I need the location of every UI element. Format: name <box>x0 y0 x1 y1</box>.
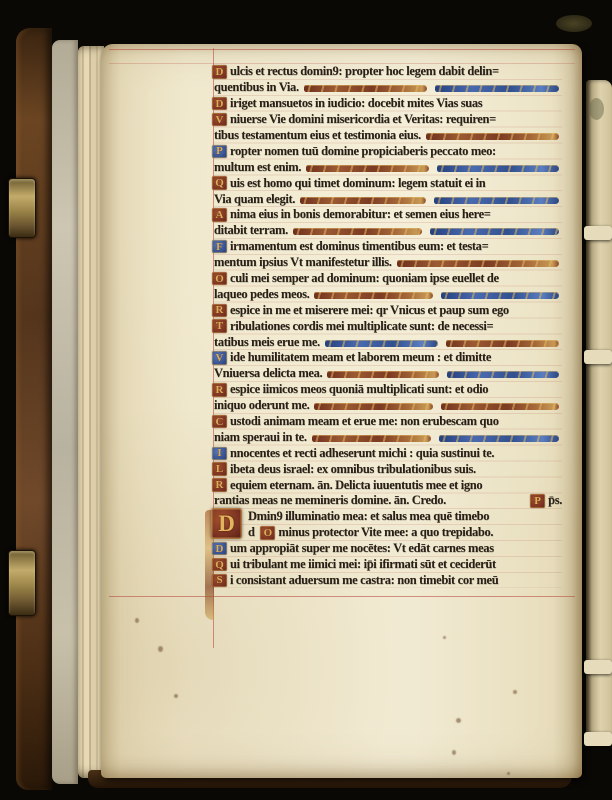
illuminated-initial: V <box>212 351 227 365</box>
text-line <box>214 398 562 414</box>
line-filler-ornament <box>439 435 559 442</box>
illuminated-initial: O <box>260 526 275 540</box>
book-cover-leather-edge <box>16 28 52 790</box>
line-filler-ornament <box>441 403 559 410</box>
line-text: ulcis et rectus domin9: propter hoc legem dabit delin= <box>230 64 499 79</box>
book-clasp-top <box>8 178 36 238</box>
stain <box>443 636 446 639</box>
line-text: ribulationes cordis mei multiplicate sunt: de necessi= <box>230 318 494 333</box>
line-text: mentum ipsius Vt manifestetur illis. <box>214 255 392 270</box>
line-text: ibeta deus israel: ex omnibus tribulationibus suis. <box>230 461 476 476</box>
line-filler-ornament <box>426 133 559 140</box>
line-filler-ornament <box>441 292 559 299</box>
page-edge-tab <box>584 660 612 674</box>
line-text: nnocentes et recti adheserunt michi : quia sustinui te. <box>230 445 495 460</box>
line-text: ropter nomen tuū domine propiciaberis peccato meo: <box>230 143 496 158</box>
illuminated-initial: A <box>212 208 227 222</box>
line-text: quentibus in Via. <box>214 80 299 95</box>
illuminated-initial: D <box>212 65 227 79</box>
line-text: uis est homo qui timet dominum: legem statuit ei in <box>230 175 486 190</box>
line-text: d <box>248 525 258 540</box>
line-filler-ornament <box>435 85 559 92</box>
text-line <box>214 557 562 573</box>
line-filler-ornament <box>293 228 422 235</box>
text-line <box>214 175 562 191</box>
line-text: laqueo pedes meos. <box>214 286 310 301</box>
text-line <box>214 128 562 144</box>
line-text: niam speraui in te. <box>214 429 307 444</box>
debris-speck <box>556 15 592 32</box>
manuscript-page <box>101 44 582 778</box>
illuminated-initial: O <box>212 272 227 286</box>
illuminated-initial: F <box>212 240 227 254</box>
line-filler-ornament <box>314 292 432 299</box>
line-filler-ornament <box>304 85 428 92</box>
line-text: tatibus meis erue me. <box>214 334 320 349</box>
text-line <box>214 239 562 255</box>
illuminated-initial: R <box>212 304 227 318</box>
illuminated-initial: L <box>212 462 227 476</box>
line-text: Dmin9 illuminatio mea: et salus mea quē timebo <box>248 509 490 524</box>
line-filler-ornament <box>300 197 425 204</box>
line-filler-ornament <box>325 340 438 347</box>
illuminated-initial: R <box>212 383 227 397</box>
illuminated-initial: Q <box>212 176 227 190</box>
text-line <box>214 366 562 382</box>
line-text: ustodi animam meam et erue me: non erubescam quo <box>230 414 499 429</box>
line-filler-ornament <box>397 260 559 267</box>
line-text: p̄s. <box>548 493 562 508</box>
text-line <box>214 573 562 589</box>
text-line <box>214 286 562 302</box>
illuminated-initial: Q <box>212 558 227 572</box>
text-line <box>214 445 562 461</box>
line-filler-ornament <box>437 165 559 172</box>
ruling-line-top <box>109 49 575 50</box>
line-filler-ornament <box>312 435 432 442</box>
stain <box>174 694 178 698</box>
line-text: ui tribulant me iimici mei: ip̄i ifirmati sūt et ceciderūt <box>230 557 496 572</box>
stain <box>456 718 461 723</box>
illuminated-initial: D <box>212 97 227 111</box>
page-edge-tab <box>584 226 612 240</box>
text-line <box>214 477 562 493</box>
text-line <box>214 191 562 207</box>
text-line <box>214 382 562 398</box>
line-text: ide humilitatem meam et laborem meum : et dimitte <box>230 350 492 365</box>
line-text: minus protector Vite mee: a quo trepidabo. <box>278 525 494 540</box>
line-text: equiem eternam. ān. Delicta iuuentutis mee et igno <box>230 477 483 492</box>
text-line <box>214 318 562 334</box>
text-line <box>214 334 562 350</box>
line-text: um appropiāt super me nocētes: Vt edāt carnes meas <box>230 541 494 556</box>
text-block <box>214 64 562 588</box>
text-line <box>214 302 562 318</box>
text-line <box>214 509 562 525</box>
line-filler-ornament <box>446 340 559 347</box>
text-line <box>214 414 562 430</box>
illuminated-initial: V <box>212 113 227 127</box>
text-line <box>214 271 562 287</box>
text-line <box>214 461 562 477</box>
line-filler-ornament <box>327 371 439 378</box>
stain <box>513 690 517 694</box>
debris-speck <box>589 98 604 120</box>
line-filler-ornament <box>447 371 559 378</box>
line-filler-ornament <box>434 197 559 204</box>
line-text: i consistant aduersum me castra: non timebit cor meū <box>230 572 499 587</box>
line-text: tibus testamentum eius et testimonia eius. <box>214 128 421 142</box>
line-text: niuerse Vie domini misericordia et Veritas: requiren= <box>230 112 496 127</box>
text-line <box>214 255 562 271</box>
illuminated-initial: S <box>212 574 227 588</box>
illuminated-initial: D <box>212 542 227 556</box>
text-line <box>214 207 562 223</box>
page-edge-tab <box>584 732 612 746</box>
line-text: culi mei semper ad dominum: quoniam ipse euellet de <box>230 271 499 286</box>
line-text: Via quam elegit. <box>214 191 296 206</box>
line-text: multum est enim. <box>214 159 302 174</box>
text-line <box>214 64 562 80</box>
text-line <box>214 493 562 509</box>
stain <box>452 750 456 755</box>
paragraph-initial: P <box>530 494 545 508</box>
endpaper-strip <box>52 40 78 784</box>
line-text: espice in me et miserere mei: qr Vnicus et paup sum ego <box>230 302 509 317</box>
ruling-line-bottom <box>109 596 575 597</box>
text-line <box>214 112 562 128</box>
illuminated-initial: I <box>212 447 227 461</box>
line-filler-ornament <box>306 165 428 172</box>
text-line <box>214 143 562 159</box>
line-text: rantias meas ne memineris domine. ān. Credo. <box>214 493 446 508</box>
page-edge-tab <box>584 350 612 364</box>
line-text: ditabit terram. <box>214 223 288 238</box>
line-text: Vniuersa delicta mea. <box>214 366 323 381</box>
line-text: iriget mansuetos in iudicio: docebit mites Vias suas <box>230 96 483 111</box>
text-line <box>214 96 562 112</box>
text-line <box>214 541 562 557</box>
line-text: iniquo oderunt me. <box>214 398 310 413</box>
stain <box>507 772 510 775</box>
illuminated-initial: C <box>212 415 227 429</box>
stain <box>135 618 139 623</box>
text-line <box>214 429 562 445</box>
text-line <box>214 159 562 175</box>
text-line <box>214 223 562 239</box>
book-clasp-bottom <box>8 550 36 616</box>
stain <box>158 646 163 652</box>
illuminated-initial: P <box>212 145 227 159</box>
line-text: espice iimicos meos quoniā multiplicati sunt: et odio <box>230 382 489 397</box>
text-line <box>214 80 562 96</box>
line-filler-ornament <box>314 403 432 410</box>
illuminated-initial: R <box>212 478 227 492</box>
line-text: irmamentum est dominus timentibus eum: et testa= <box>230 239 489 254</box>
illuminated-initial: T <box>212 319 227 333</box>
text-line <box>214 350 562 366</box>
facing-page-edge <box>586 80 612 744</box>
large-illuminated-initial: D <box>211 508 242 539</box>
line-text: nima eius in bonis demorabitur: et semen eius here= <box>230 207 491 222</box>
text-line <box>214 525 562 541</box>
line-filler-ornament <box>430 228 559 235</box>
